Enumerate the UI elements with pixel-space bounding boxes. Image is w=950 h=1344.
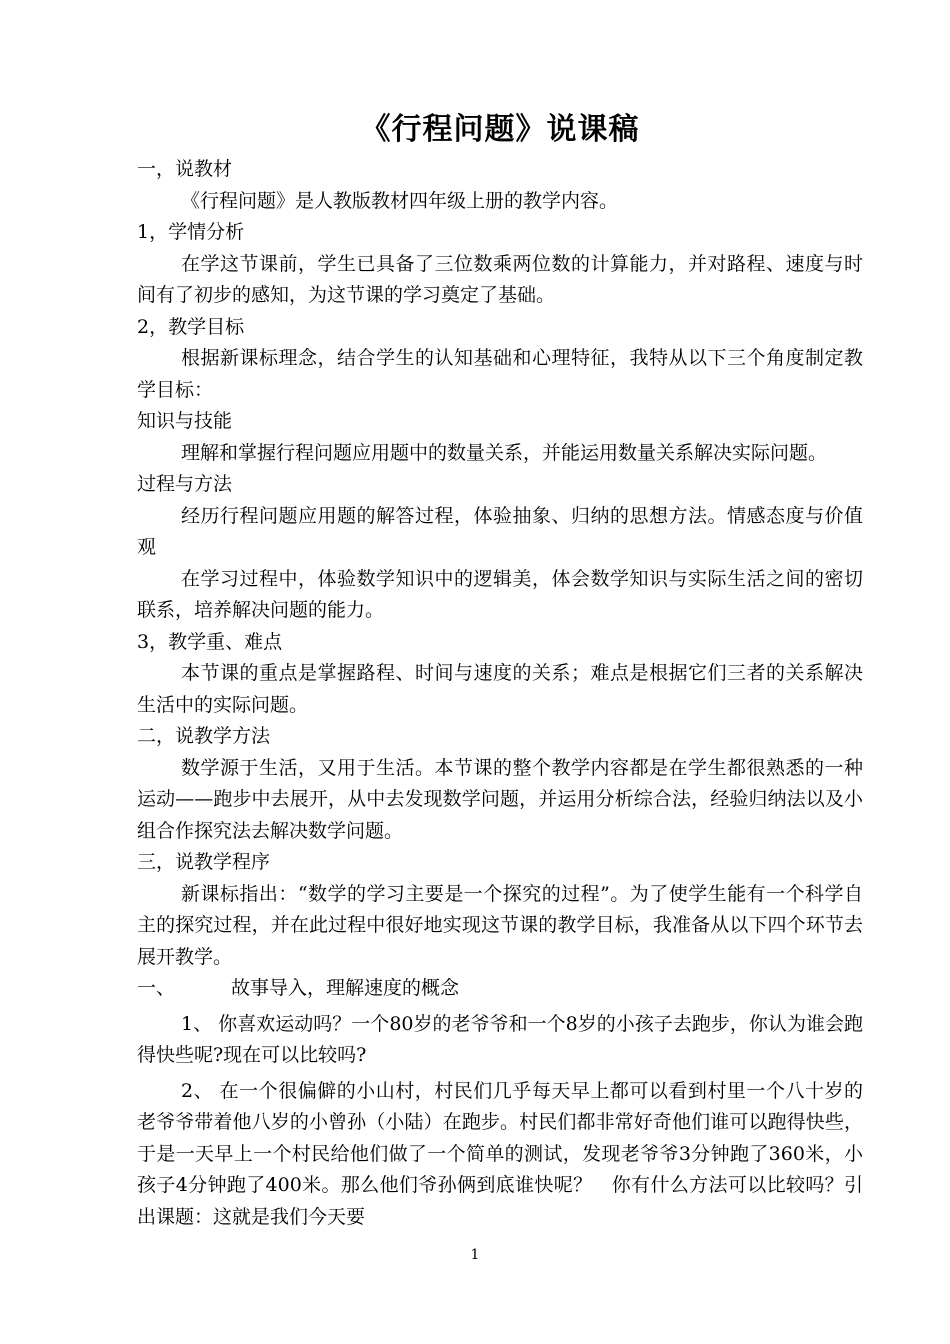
paragraph-emotion-values: 在学习过程中，体验数学知识中的逻辑美，体会数学知识与实际生活之间的密切联系，培养解决问题的能力。 [137, 567, 863, 621]
paragraph-question-2: 2、 在一个很偏僻的小山村，村民们几乎每天早上都可以看到村里一个八十岁的老爷爷带着他八岁的小曾孙（小陆）在跑步。村民们都非常好奇他们谁可以跑得快些，于是一天早上一个村民给他们做了一个简单的测试，发现老爷爷3分钟跑了360米，小孩子4分钟跑了400米。那么他们爷孙俩到底谁快呢？ 你有什么方法可以比较吗？引出课题：这就是我们今天要 [137, 1079, 863, 1228]
paragraph-teaching-goals: 根据新课标理念，结合学生的认知基础和心理特征，我特从以下三个角度制定教学目标： [137, 347, 863, 401]
step-number: 一、 [137, 977, 176, 999]
paragraph-question-1: 1、 你喜欢运动吗？一个80岁的老爷爷和一个8岁的小孩子去跑步，你认为谁会跑得快些呢?现在可以比较吗? [137, 1012, 863, 1066]
paragraph-teaching-procedure: 新课标指出：“数学的学习主要是一个探究的过程”。为了使学生能有一个科学自主的探究过程，并在此过程中很好地实现这节课的教学目标，我准备从以下四个环节去展开教学。 [137, 882, 863, 968]
paragraph-student-analysis: 在学这节课前，学生已具备了三位数乘两位数的计算能力，并对路程、速度与时间有了初步的感知，为这节课的学习奠定了基础。 [137, 252, 863, 306]
document-title: 《行程问题》说课稿 [360, 112, 640, 147]
paragraph-material: 《行程问题》是人教版教材四年级上册的教学内容。 [181, 189, 619, 212]
page-number: 1 [470, 1247, 480, 1263]
step-heading-story-intro [137, 973, 863, 1005]
step-title: 故事导入，理解速度的概念 [231, 977, 460, 999]
section-heading-teaching-method: 二，说教学方法 [137, 725, 271, 747]
paragraph-key-difficult-points: 本节课的重点是掌握路程、时间与速度的关系；难点是根据它们三者的关系解决生活中的实际问题。 [137, 662, 863, 716]
paragraph-process-method: 经历行程问题应用题的解答过程，体验抽象、归纳的思想方法。情感态度与价值观 [137, 504, 863, 558]
subheading-knowledge-skills: 知识与技能 [137, 410, 233, 432]
subheading-key-difficult-points: 3，教学重、难点 [137, 630, 283, 653]
subheading-student-analysis: 1，学情分析 [137, 221, 245, 243]
subheading-process-method: 过程与方法 [137, 473, 233, 495]
subheading-teaching-goals: 2，教学目标 [137, 315, 245, 338]
document-page [137, 108, 863, 1233]
paragraph-teaching-method: 数学源于生活，又用于生活。本节课的整个教学内容都是在学生都很熟悉的一种运动——跑步中去展开，从中去发现数学问题，并运用分析综合法，经验归纳法以及小组合作探究法去解决数学问题。 [137, 756, 863, 842]
section-heading-teaching-material: 一，说教材 [137, 158, 233, 180]
paragraph-knowledge-skills: 理解和掌握行程问题应用题中的数量关系，并能运用数量关系解决实际问题。 [181, 441, 828, 464]
section-heading-teaching-procedure: 三，说教学程序 [137, 851, 271, 873]
